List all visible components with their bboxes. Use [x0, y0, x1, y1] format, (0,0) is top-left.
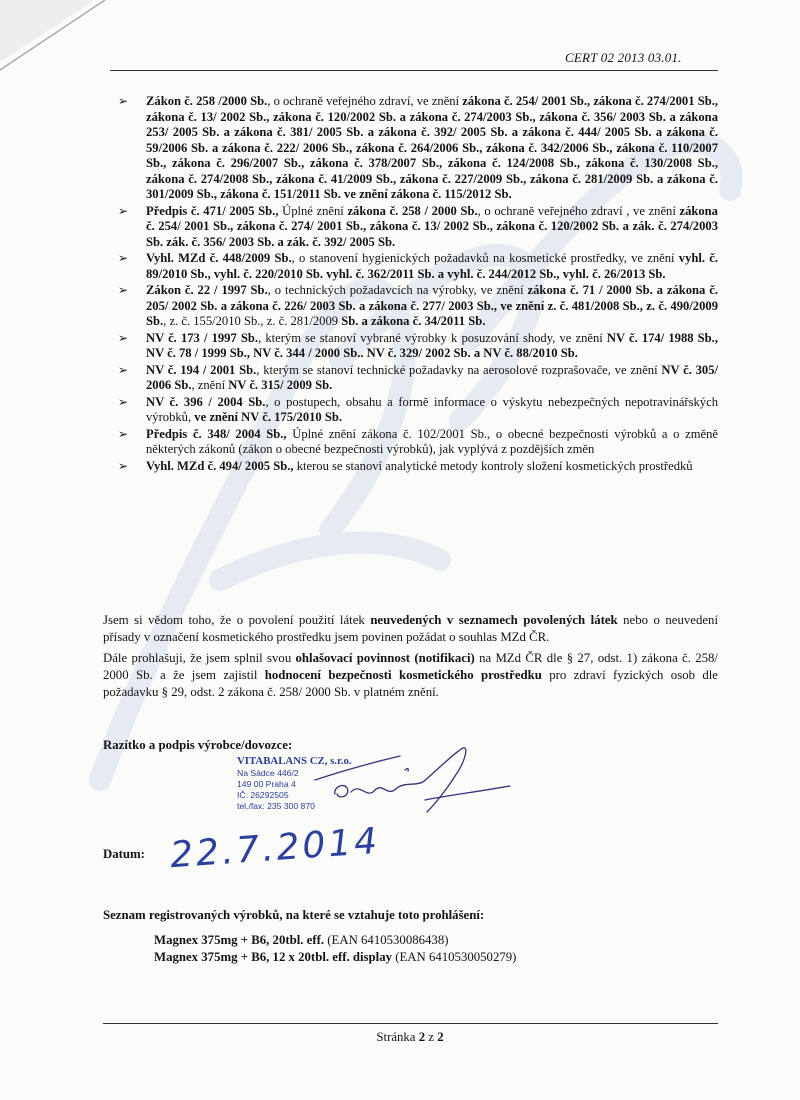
arrow-bullet-icon: ➢: [118, 94, 129, 108]
bold-text-run: ohlašovací povinnost (notifikaci): [295, 651, 475, 665]
paragraph-unlisted-substances: [103, 612, 718, 646]
bold-text-run: NV č. 173 / 1997 Sb.: [146, 330, 259, 345]
product-name: Magnex 375mg + B6, 20tbl. eff.: [154, 933, 325, 947]
legislation-item: [118, 363, 718, 394]
arrow-bullet-icon: ➢: [118, 394, 129, 409]
page-total: 2: [437, 1030, 444, 1044]
page-number: [0, 1030, 800, 1045]
date-label: Datum:: [103, 847, 145, 861]
stamp-tel: tel./fax: 235 300 870: [237, 801, 315, 811]
bold-text-run: Předpis č. 471/ 2005 Sb.,: [146, 203, 283, 218]
arrow-bullet-icon: ➢: [118, 330, 129, 345]
text-run: , z. č. 155/2010 Sb., z. č. 281/2009: [163, 314, 342, 328]
bold-text-run: Vyhl. MZd č. 494/ 2005 Sb.,: [146, 458, 294, 473]
legislation-item: [118, 204, 718, 251]
bold-text-run: zákona č. 71 / 2000 Sb. a zákona č. 205/ 2002 Sb. a zákona č. 226/ 2003 Sb. a zákona č. 277/ 2003 Sb., ve znění z. č. 481/2008 Sb., z. č. 490/2009 Sb.: [146, 283, 718, 328]
bold-text-run: NV č. 194 / 2001 Sb.: [146, 362, 257, 377]
bold-text-run: Zákon č. 22 / 1997 Sb.: [146, 283, 268, 297]
text-run: na MZd ČR dle § 27, odst. 1) zákona č. 258/ 2000 Sb. a že jsem zajistil: [103, 651, 718, 682]
bold-text-run: NV č. 174/ 1988 Sb., NV č. 78 / 1999 Sb., NV č. 344 / 2000 Sb.. NV č. 329/ 2002 Sb. a NV č. 88/2010 Sb.: [146, 330, 718, 360]
text-run: Dále prohlašuji, že jsem splnil svou: [103, 651, 296, 665]
bold-text-run: neuvedených v seznamech povolených látek: [370, 613, 618, 627]
stamp-ic: IČ: 26292505: [237, 790, 289, 800]
legislation-item: [118, 459, 718, 475]
certificate-code: CERT 02 2013 03.01.: [565, 50, 682, 65]
bold-text-run: Předpis č. 348/ 2004 Sb.,: [146, 426, 293, 441]
text-run: , kterým se stanoví technické požadavky na aerosolové rozprašovače, ve znění: [256, 362, 662, 377]
bold-text-run: Vyhl. MZd č. 448/2009 Sb.: [146, 251, 292, 265]
handwritten-signature: [305, 742, 520, 822]
text-run: , o ochraně veřejného zdraví , ve znění: [477, 203, 680, 218]
text-run: Úplné znění: [282, 203, 348, 218]
header-rule: [110, 70, 718, 71]
product-ean: (EAN 6410530086438): [324, 933, 449, 947]
bold-text-run: Zákon č. 258 /2000 Sb.: [146, 94, 268, 108]
legislation-item: [118, 427, 718, 458]
product-list: [154, 932, 714, 966]
text-run: Úplné znění zákona č. 102/2001 Sb., o obecné bezpečnosti výrobků a o změně některých zákonů (zákon o obecné bezpečnosti výrobků), jak vyplývá z pozdějších změn: [146, 426, 718, 456]
page-label: Stránka: [376, 1030, 416, 1044]
page-separator: z: [428, 1030, 434, 1044]
text-run: kterou se stanoví analytické metody kontroly složení kosmetických prostředků: [293, 458, 693, 473]
arrow-bullet-icon: ➢: [118, 426, 129, 441]
stamp-city: 149 00 Praha 4: [237, 779, 296, 789]
bold-text-run: Sb. a zákona č. 34/2011 Sb.: [341, 314, 486, 328]
product-item: [154, 932, 714, 949]
text-run: , o stanovení hygienických požadavků na kosmetické prostředky, ve znění: [291, 251, 679, 265]
legislation-item: [118, 251, 718, 282]
text-run: , znění: [191, 378, 229, 392]
bold-text-run: vyhl. č. 89/2010 Sb., vyhl. č. 220/2010 Sb. vyhl. č. 362/2011 Sb. a vyhl. č. 244/2012 Sb., vyhl. č. 26/2013 Sb.: [146, 251, 718, 281]
footer-rule: [103, 1023, 718, 1024]
bold-text-run: zákona č. 258 / 2000 Sb.: [347, 203, 478, 218]
handwritten-date: 22.7.2014: [168, 820, 382, 877]
bold-text-run: hodnocení bezpečnosti kosmetického prostředku: [264, 668, 542, 682]
bold-text-run: zákona č. 254/ 2001 Sb., zákona č. 274/2001 Sb., zákona č. 13/ 2002 Sb., zákona č. 120/2002 Sb. a zákona č. 274/2003 Sb., zákona č. 356/ 2003 Sb. a zákona 253/ 2005 Sb. a zákona č. 381/ 2005 Sb. a zákona č. 392/ 2005 Sb. a zákona č. 444/ 2005 Sb. a zákona č. 59/2006 Sb. a zákona č. 222/ 2006 Sb., zákona č. 264/2006 Sb., zákona č. 342/2006 Sb., zákona č. 110/2007 Sb., zákona č. 296/2007 Sb., zákona č. 378/2007 Sb., zákona č. 124/2008 Sb., zákona č. 130/2008 Sb., zákona č. 274/2008 Sb., zákona č. 41/2009 Sb., zákona č. 227/2009 Sb., zákona č. 281/2009 Sb. a zákona č. 301/2009 Sb., zákona č. 151/2011 Sb. ve znění zákona č. 115/2012 Sb.: [146, 94, 719, 201]
text-run: , o ochraně veřejného zdraví, ve znění: [267, 94, 463, 108]
product-ean: (EAN 6410530050279): [392, 950, 517, 964]
bold-text-run: NV č. 315/ 2009 Sb.: [228, 378, 333, 392]
product-list-label: Seznam registrovaných výrobků, na které se vztahuje toto prohlášení:: [103, 908, 485, 922]
text-run: nebo o neuvedení přísady v označení kosmetického prostředku jsem povinen požádat o souhlas MZd ČR.: [103, 613, 718, 644]
text-run: pro zdraví fyzických osob dle požadavku § 29, odst. 2 zákona č. 258/ 2000 Sb. v platném znění.: [103, 668, 718, 699]
bold-text-run: ve znění NV č. 175/2010 Sb.: [194, 410, 343, 424]
product-item: [154, 949, 714, 966]
text-run: Jsem si vědom toho, že o povolení použití látek: [103, 613, 371, 627]
text-run: , o postupech, obsahu a formě informace o výskytu nebezpečných nepotravinářských výrobků,: [146, 394, 718, 424]
arrow-bullet-icon: ➢: [118, 203, 129, 218]
bold-text-run: NV č. 305/ 2006 Sb.: [146, 362, 718, 392]
arrow-bullet-icon: ➢: [118, 283, 129, 297]
page-current: 2: [418, 1030, 426, 1044]
stamp-signature-label: Razítko a podpis výrobce/dovozce:: [103, 738, 293, 752]
arrow-bullet-icon: ➢: [118, 362, 129, 377]
stamp-street: Na Sádce 446/2: [237, 768, 299, 778]
bold-text-run: zákona č. 254/ 2001 Sb., zákona č. 274/ 2001 Sb., zákona č. 13/ 2002 Sb., zákona č. 120/2002 Sb. a zák. č. 274/2003 Sb. zák. č. 356/ 2003 Sb. a zák. č. 392/ 2005 Sb.: [146, 203, 718, 249]
legislation-item: [118, 94, 718, 203]
legislation-list: [118, 94, 718, 475]
product-name: Magnex 375mg + B6, 12 x 20tbl. eff. display: [154, 950, 392, 964]
arrow-bullet-icon: ➢: [118, 458, 129, 473]
paragraph-notification: [103, 650, 718, 701]
arrow-bullet-icon: ➢: [118, 251, 129, 265]
legislation-item: [118, 283, 718, 330]
bold-text-run: NV č. 396 / 2004 Sb.: [146, 394, 266, 409]
legislation-item: [118, 331, 718, 362]
text-run: , o technických požadavcích na výrobky, ve znění: [267, 283, 528, 297]
text-run: , kterým se stanoví vybrané výrobky k posuzování shody, ve znění: [258, 330, 607, 345]
stamp-company-name: VITABALANS CZ, s.r.o.: [237, 755, 352, 767]
legislation-item: [118, 395, 718, 426]
